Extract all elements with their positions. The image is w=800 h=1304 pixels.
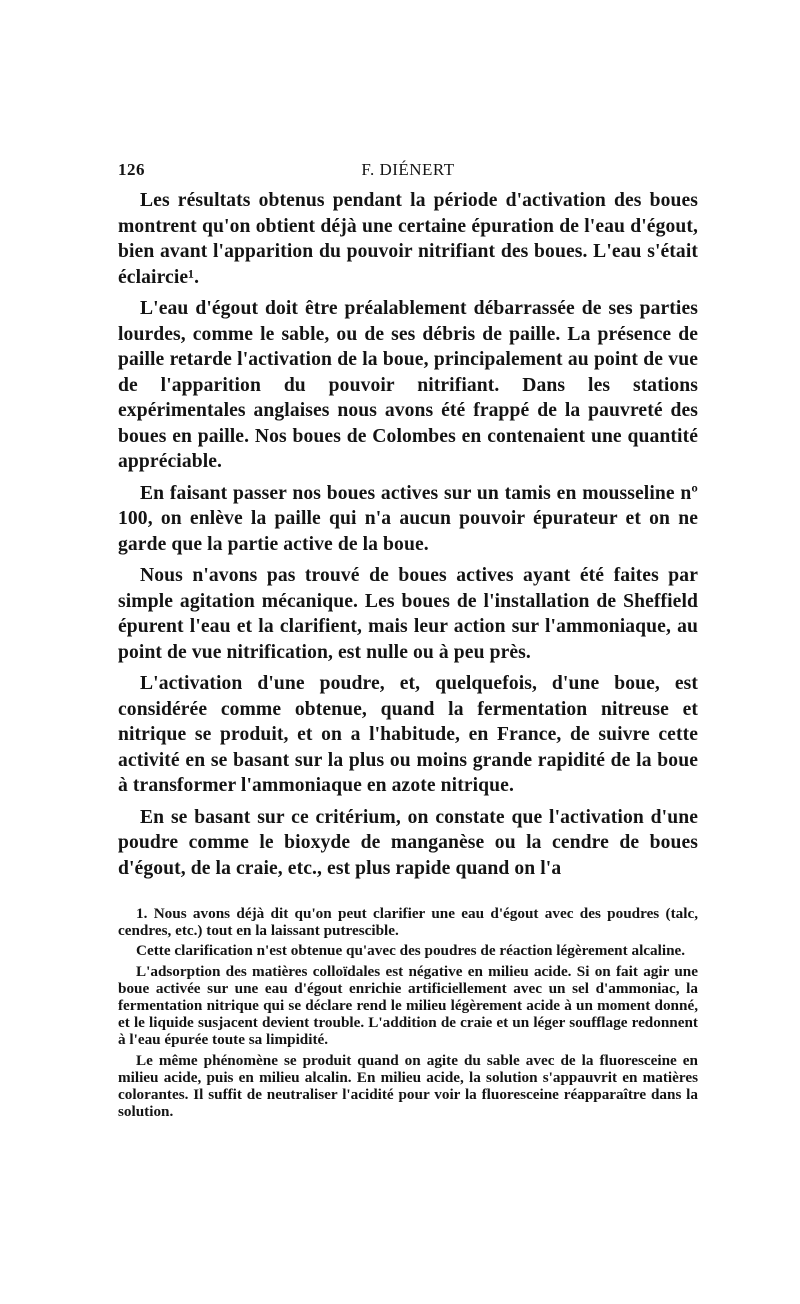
paragraph: En faisant passer nos boues actives sur un tamis en mousseline nº 100, on enlève la paille qui n'a aucun pouvoir épurateur et on ne garde que la partie active de la boue. (118, 482, 698, 555)
footnotes (118, 905, 698, 1120)
footnote: 1. Nous avons déjà dit qu'on peut clarifier une eau d'égout avec des poudres (talc, cendres, etc.) tout en la laissant putrescible. (118, 905, 698, 940)
header-author: F. DIÉNERT (361, 160, 455, 179)
footnote: Cette clarification n'est obtenue qu'avec des poudres de réaction légèrement alcaline. (136, 942, 686, 960)
running-head (118, 158, 698, 186)
paragraph: Nous n'avons pas trouvé de boues actives ayant été faites par simple agitation mécanique. Les boues de l'installation de Sheffield épurent l'eau et la clarifient, mais leur action sur l'ammoniaque, au point de vue nitrification, est nulle ou à peu près. (118, 565, 698, 663)
paragraph: L'activation d'une poudre, et, quelquefois, d'une boue, est considérée comme obtenue, quand la fermentation nitreuse et nitrique se produit, et on a l'habitude, en France, de suivre cette activité en se basant sur la plus ou moins grande rapidité de la boue à transformer l'ammoniaque en azote nitrique. (118, 673, 698, 796)
paragraph: L'eau d'égout doit être préalablement débarrassée de ses parties lourdes, comme le sable, ou de ses débris de paille. La présence de paille retarde l'activation de la boue, principalement au point de vue de l'apparition du pouvoir nitrifiant. Dans les stations expérimentales anglaises nous avons été frappé de la pauvreté des boues en paille. Nos boues de Colombes en contenaient une quantité appréciable. (118, 298, 698, 472)
footnote: L'adsorption des matières colloïdales est négative en milieu acide. Si on fait agir une boue activée sur une eau d'égout enrichie artificiellement avec un sel d'ammoniac, la fermentation nitrique qui se déclare rend le milieu légèrement acide à un moment donné, et le liquide susjacent devient trouble. L'addition de craie et un léger soufflage redonnent à l'eau épurée toute sa limpidité. (118, 962, 698, 1049)
paragraph: Les résultats obtenus pendant la période d'activation des boues montrent qu'on obtient déjà une certaine épuration de l'eau d'égout, bien avant l'apparition du pouvoir nitrifiant des boues. L'eau s'était éclaircie¹. (118, 190, 698, 288)
footnote: Le même phénomène se produit quand on agite du sable avec de la fluoresceine en milieu acide, puis en milieu alcalin. En milieu acide, la solution s'appauvrit en matières colorantes. Il suffit de neutraliser l'acidité pour voir la fluoresceine réapparaître dans la solution. (118, 1051, 698, 1121)
paragraph: En se basant sur ce critérium, on constate que l'activation d'une poudre comme le bioxyde de manganèse ou la cendre de boues d'égout, de la craie, etc., est plus rapide quand on l'a (118, 806, 698, 879)
page-number: 126 (118, 160, 145, 179)
body-text (118, 188, 698, 881)
book-page (118, 158, 698, 1123)
